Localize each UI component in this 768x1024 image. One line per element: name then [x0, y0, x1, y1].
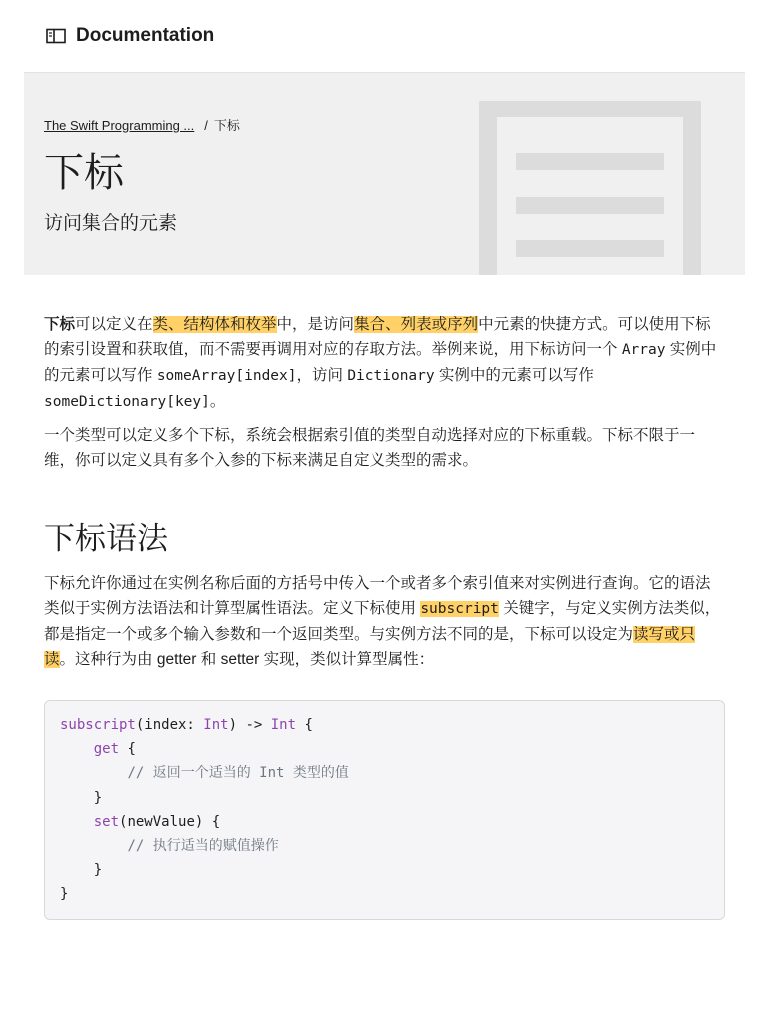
syntax-paragraph	[44, 571, 724, 672]
text-span: ，访问	[296, 367, 348, 384]
article-content	[44, 312, 724, 920]
highlight-read-write: 读写或只读	[44, 626, 696, 668]
code-type: Int	[203, 717, 229, 733]
text-span: 可以定义在	[75, 316, 153, 333]
breadcrumb-current: 下标	[213, 118, 240, 133]
highlight-collection: 集合、列表或序列	[354, 316, 479, 333]
code-array: Array	[621, 342, 666, 358]
code-dictionary: Dictionary	[347, 368, 435, 384]
text-span: 下标允许你通过在实例名称后面的方括号中传入一个或者多个索引值来对实例进行查询。它的语法类似于实例方法语法和计算型属性语法。定义下标使用	[44, 575, 711, 617]
text-span: 关键字，与定义实例方法类似，都是指定一个或多个输入参数和一个返回类型。与实例方法不同的是，下标可以设定为	[44, 600, 721, 643]
code-text: {	[119, 741, 136, 758]
documentation-title[interactable]: Documentation	[76, 25, 215, 46]
text-span: 实例中的元素可以写作	[44, 341, 717, 384]
code-somedictionary-key: someDictionary[key]	[44, 394, 210, 410]
text-span: 。	[209, 393, 226, 410]
page-title: 下标	[44, 151, 124, 195]
breadcrumb	[44, 115, 240, 134]
code-text: }	[60, 886, 69, 903]
overload-paragraph: 一个类型可以定义多个下标，系统会根据索引值的类型自动选择对应的下标重载。下标不限于一维，你可以定义具有多个入参的下标来满足自定义类型的需求。	[44, 427, 696, 469]
code-text: {	[296, 717, 313, 733]
document-illustration-icon	[479, 101, 701, 275]
highlight-class-struct-enum: 类、结构体和枚举	[152, 316, 277, 333]
code-keyword: subscript	[60, 717, 136, 733]
text-span: 实例中的元素可以写作	[434, 367, 594, 384]
code-keyword: get	[93, 741, 120, 758]
breadcrumb-separator: /	[204, 118, 208, 133]
book-icon	[46, 28, 66, 44]
code-comment: // 返回一个适当的 Int 类型的值	[127, 765, 349, 782]
code-keyword: set	[93, 813, 120, 830]
code-text: }	[93, 789, 103, 806]
code-type: Int	[270, 717, 297, 733]
code-text: }	[93, 862, 103, 879]
term-subscript: 下标	[44, 316, 76, 333]
page-subtitle: 访问集合的元素	[44, 213, 178, 234]
text-span: 。这种行为由 getter 和 setter 实现，类似计算型属性：	[59, 651, 435, 668]
text-span: 中，是访问	[276, 316, 355, 333]
intro-paragraph	[44, 312, 724, 415]
code-text: (index:	[135, 717, 204, 733]
code-block[interactable]	[44, 700, 725, 920]
code-somearray-index: someArray[index]	[156, 368, 297, 384]
code-comment: // 执行适当的赋值操作	[127, 838, 279, 855]
code-text: ) ->	[228, 717, 271, 733]
section-title-syntax: 下标语法	[44, 521, 168, 556]
code-text: (newValue) {	[119, 813, 221, 830]
text-span: 中元素的快捷方式。可以使用下标的索引设置和获取值，而不需要再调用对应的存取方法。举例来说，用下标访问一个	[44, 316, 711, 358]
code-subscript-keyword: subscript	[420, 601, 499, 617]
top-bar	[0, 0, 768, 72]
hero-banner	[24, 72, 745, 275]
breadcrumb-link[interactable]: The Swift Programming ...	[44, 118, 195, 133]
